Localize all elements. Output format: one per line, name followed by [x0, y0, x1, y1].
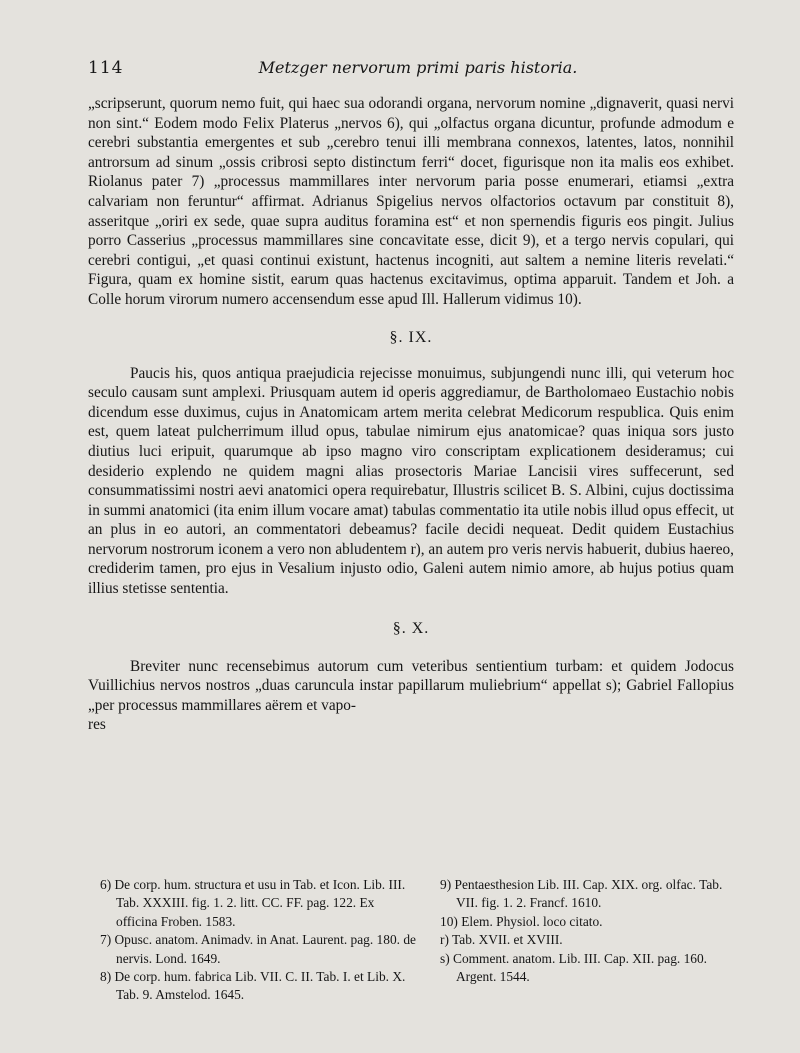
page-number: 114 [88, 58, 124, 78]
paragraph-2: Paucis his, quos antiqua praejudicia rejecisse monuimus, subjungendi nunc illi, qui veterum hoc seculo causam sunt amplexi. Priusquam autem id operis aggrediamur, de Bartholomaeo Eustachio nobis dicendum esse duximus, cujus in Anatomicam artem merita celebrat Medicorum respublica. Quis enim est, quem lateat pulcherrimum illud opus, tabulae nimirum ejus anatomicae? quas iniqua sors justo diutius luci eripuit, quarumque ab ipso magno viro conscriptam explicationem desideramus; cui desiderio explendo ne quidem magni alias prosectoris Mariae Lancisii vires suffecerunt, sed consummatissimi nostri aevi anatomici opera requirebatur, Illustris scilicet B. S. Albini, cujus doctissima in summi anatomici (ita enim illum vocare amat) tabulas commentatio ita utile nobis illud opus effecit, ut an plus in eo autori, an commentatori debeamus? facile decidi nequeat. Dedit quidem Eustachius nervorum nostrorum iconem a vero non abludentem r), an autem pro veris nervis habuerit, dubius haereo, crediderim tamen, pro ejus in Vesalium injusto odio, Galeni autem nimio amore, ab hujus potius quam illius stetisse sententia. [88, 364, 734, 598]
page-header [88, 58, 748, 84]
footnote: s) Comment. anatom. Lib. III. Cap. XII. pag. 160. Argent. 1544. [440, 950, 708, 985]
paragraph-1: „scripserunt, quorum nemo fuit, qui haec sua odorandi organa, nervorum nomine „dignaverit, quasi nervi non sint.“ Eodem modo Felix Platerus „nervos 6), qui „olfactus organa dicuntur, profunde admodum e cerebri substantia emergentes et sub „cerebro tenui illi membrana connexos, latentes, latos, nonnihil antrorsum ad sinum „ossis cribrosi septo distinctum ferri“ docet, figurisque non ita malis eos exhibet. Riolanus pater 7) „processus mammillares inter nervorum paria posse enumerari, etiamsi „extra calvariam non feruntur“ affirmat. Adrianus Spigelius nervos olfactorios octavum par constituit 8), asseritque „oriri ex sede, quae supra auditus foramina est“ et non spernendis figuris eos pingit. Julius porro Casserius „processus mammillares sine concavitate esse, dicit 9), et a tergo nervis copulari, qui cerebri contigui, „et quasi continui existunt, hactenus incogniti, aut saltem a nemine literis revelati.“ Figura, quam ex homine sistit, earum quas hactenus excitavimus, optima apparuit. Tandem et Joh. a Colle horum virorum numero accensendum esse apud Ill. Hallerum vidimus 10). [88, 95, 734, 308]
catchword: res [88, 716, 106, 734]
section-heading-x: §. X. [392, 619, 430, 637]
footnote: r) Tab. XVII. et XVIII. [440, 932, 563, 948]
footnote: 10) Elem. Physiol. loco citato. [440, 913, 603, 929]
footnote: 6) De corp. hum. structura et usu in Tab. et Icon. Lib. III. Tab. XXXIII. fig. 1. 2. litt. CC. FF. pag. 122. Ex officina Froben. 1583. [100, 877, 406, 929]
footnote: 7) Opusc. anatom. Animadv. in Anat. Laurent. pag. 180. de nervis. Lond. 1649. [100, 932, 416, 966]
paragraph-3: Breviter nunc recensebimus autorum cum veteribus sentientium turbam: et quidem Jodocus Vuillichius nervos nostros „duas caruncula instar papillarum muliebrium“ appellat s); Gabriel Fallopius „per processus mammillares aërem et vapo- [88, 657, 734, 714]
footnotes-right-column [440, 876, 740, 986]
footnotes-left-column [100, 876, 418, 1005]
footnote: 9) Pentaesthesion Lib. III. Cap. XIX. org. olfac. Tab. VII. fig. 1. 2. Francf. 1610. [440, 877, 723, 911]
running-title: Metzger nervorum primi paris historia. [258, 58, 578, 77]
section-heading-ix: §. IX. [389, 328, 433, 346]
footnote: 8) De corp. hum. fabrica Lib. VII. C. II. Tab. I. et Lib. X. Tab. 9. Amstelod. 1645. [100, 969, 406, 1003]
body-text [88, 94, 734, 735]
